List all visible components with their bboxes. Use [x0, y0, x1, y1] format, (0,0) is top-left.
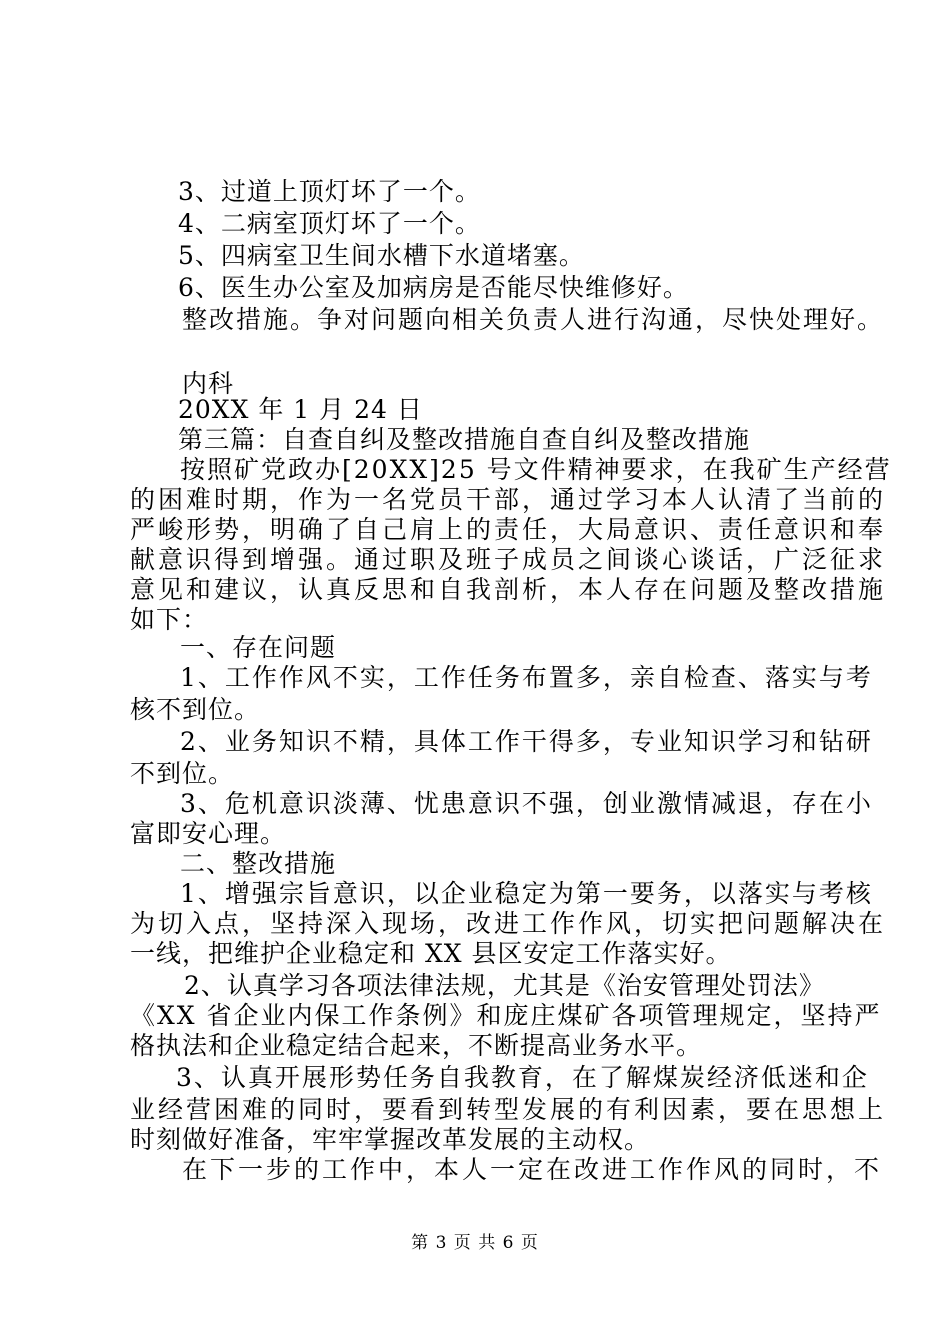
paragraph-line: 核不到位。 [130, 695, 261, 724]
paragraph-line: 为切入点，坚持深入现场，改进工作作风，切实把问题解决在 [130, 909, 887, 938]
text-line: 整改措施。争对问题向相关负责人进行沟通，尽快处理好。 [182, 305, 885, 334]
text-line: 3、过道上顶灯坏了一个。 [178, 177, 481, 206]
paragraph-line: 2、认真学习各项法律法规，尤其是《治安管理处罚法》 [184, 971, 825, 1000]
paragraph-line: 2、业务知识不精，具体工作干得多，专业知识学习和钻研 [180, 727, 873, 756]
paragraph-line: 一线，把维护企业稳定和 XX 县区安定工作落实好。 [130, 939, 732, 968]
section-title: 第三篇：自查自纠及整改措施自查自纠及整改措施 [178, 425, 751, 454]
paragraph-line: 意见和建议，认真反思和自我剖析，本人存在问题及整改措施 [130, 575, 887, 604]
paragraph-line: 不到位。 [130, 759, 235, 788]
heading-problems: 一、存在问题 [180, 633, 337, 662]
signature-date: 20XX 年 1 月 24 日 [178, 395, 423, 424]
paragraph-line: 献意识得到增强。通过职及班子成员之间谈心谈话，广泛征求 [130, 545, 887, 574]
paragraph-line: 1、增强宗旨意识，以企业稳定为第一要务，以落实与考核 [180, 879, 873, 908]
paragraph-line: 格执法和企业稳定结合起来，不断提高业务水平。 [130, 1031, 703, 1060]
paragraph-line: 1、工作作风不实，工作任务布置多，亲自检查、落实与考 [180, 663, 873, 692]
paragraph-line: 在下一步的工作中，本人一定在改进工作作风的同时，不 [182, 1155, 883, 1184]
paragraph-line: 严峻形势，明确了自己肩上的责任，大局意识、责任意识和奉 [130, 515, 887, 544]
paragraph-line: 3、认真开展形势任务自我教育，在了解煤炭经济低迷和企 [176, 1063, 869, 1092]
page-footer: 第 3 页 共 6 页 [411, 1233, 539, 1253]
paragraph-line: 的困难时期，作为一名党员干部，通过学习本人认清了当前的 [130, 485, 887, 514]
signature-dept: 内科 [182, 369, 235, 398]
paragraph-line: 《XX 省企业内保工作条例》和庞庄煤矿各项管理规定，坚持严 [130, 1001, 882, 1030]
paragraph-line: 业经营困难的同时，要看到转型发展的有利因素，要在思想上 [130, 1095, 887, 1124]
paragraph-line: 富即安心理。 [130, 819, 287, 848]
text-line: 4、二病室顶灯坏了一个。 [178, 209, 481, 238]
heading-measures: 二、整改措施 [180, 849, 337, 878]
text-line: 6、医生办公室及加病房是否能尽快维修好。 [178, 273, 689, 302]
paragraph-line: 时刻做好准备，牢牢掌握改革发展的主动权。 [130, 1125, 651, 1154]
paragraph-line: 按照矿党政办[20XX]25 号文件精神要求，在我矿生产经营 [180, 455, 892, 484]
paragraph-line: 如下： [130, 605, 209, 634]
text-line: 5、四病室卫生间水槽下水道堵塞。 [178, 241, 585, 270]
paragraph-line: 3、危机意识淡薄、忧患意识不强，创业激情减退，存在小 [180, 789, 873, 818]
